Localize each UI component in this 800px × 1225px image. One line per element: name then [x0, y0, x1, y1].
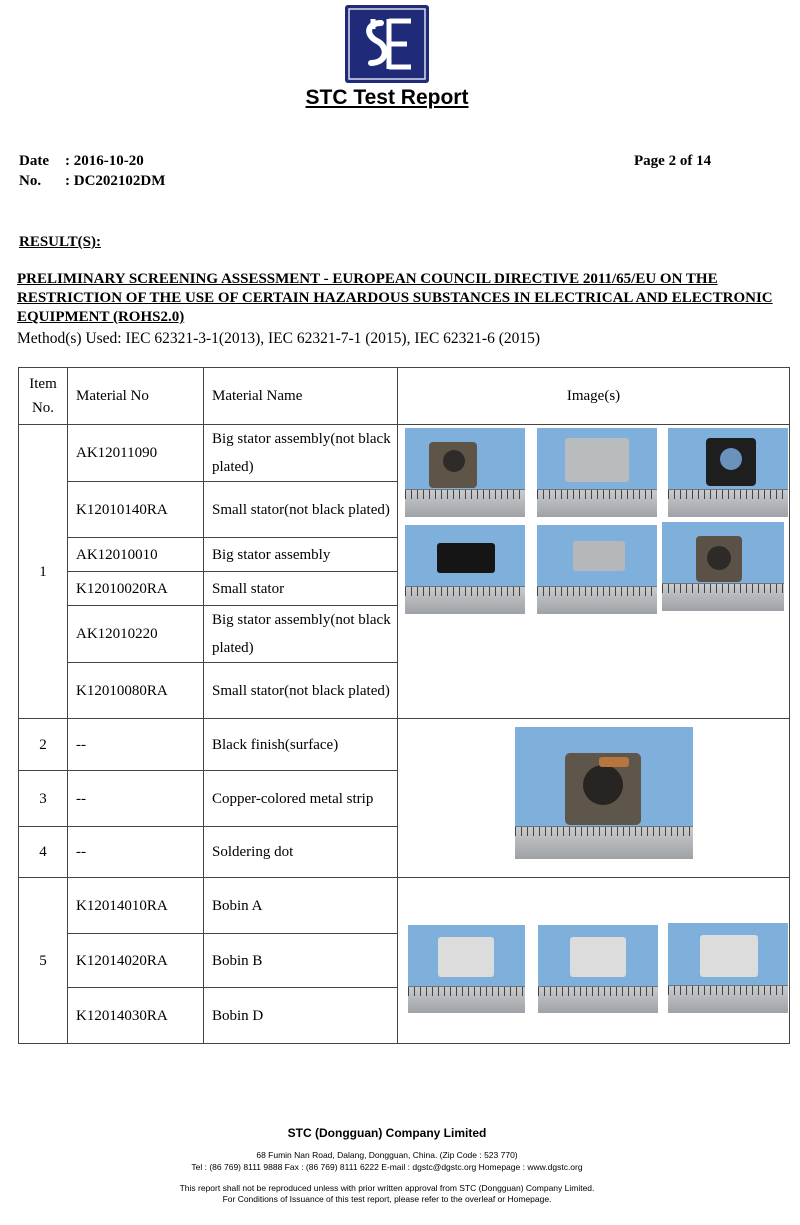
stator-photo	[405, 428, 525, 517]
header-item-no: Item No.	[19, 368, 68, 425]
material-name: Small stator(not black plated)	[204, 663, 398, 719]
methods-used: Method(s) Used: IEC 62321-3-1(2013), IEC 62321-7-1 (2015), IEC 62321-6 (2015)	[17, 330, 541, 347]
page-number: Page 2 of 14	[634, 153, 712, 169]
header-material-no: Material No	[68, 368, 204, 425]
item-number: 5	[19, 878, 68, 1044]
table-header-row	[19, 368, 790, 425]
material-no: --	[68, 827, 204, 878]
material-no: --	[68, 771, 204, 827]
material-name: Small stator(not black plated)	[204, 482, 398, 538]
result-heading: RESULT(S):	[19, 234, 101, 250]
stator-photo	[405, 525, 525, 614]
item-number: 1	[19, 425, 68, 719]
stator-assembly-photo	[515, 727, 693, 859]
material-no: AK12010220	[68, 606, 204, 663]
material-name: Black finish(surface)	[204, 719, 398, 771]
report-no-value: : DC202102DM	[65, 173, 166, 189]
material-no: K12010140RA	[68, 482, 204, 538]
stator-photo	[668, 428, 788, 517]
footer-conditions: For Conditions of Issuance of this test report, please refer to the overleaf or Homepage.	[222, 1194, 552, 1204]
material-no: K12010080RA	[68, 663, 204, 719]
stator-photo	[537, 525, 657, 614]
footer-company: STC (Dongguan) Company Limited	[287, 1126, 487, 1140]
assessment-title: PRELIMINARY SCREENING ASSESSMENT - EUROPEAN COUNCIL DIRECTIVE 2011/65/EU ON THE RESTRICTION OF THE USE OF CERTAIN HAZARDOUS SUBSTANCES IN ELECTRICAL AND ELECTRONIC EQUIPMENT (ROHS2.0)	[17, 271, 773, 325]
item-5-images	[398, 878, 790, 1044]
material-name: Small stator	[204, 572, 398, 606]
material-name: Bobin A	[204, 878, 398, 934]
footer-address: 68 Fumin Nan Road, Dalang, Dongguan, China. (Zip Code : 523 770)	[256, 1150, 518, 1160]
bobbin-photo	[538, 925, 658, 1013]
item-number: 2	[19, 719, 68, 771]
date-label: Date	[19, 153, 49, 169]
bobbin-photo	[408, 925, 525, 1013]
results-table	[18, 367, 790, 1044]
stc-logo	[345, 5, 429, 83]
material-no: AK12011090	[68, 425, 204, 482]
items-2-4-image	[398, 719, 790, 878]
material-name: Big stator assembly(not black plated)	[204, 425, 398, 482]
item-number: 4	[19, 827, 68, 878]
material-name: Soldering dot	[204, 827, 398, 878]
table-row	[19, 878, 790, 934]
table-row	[19, 719, 790, 771]
footer-disclaimer: This report shall not be reproduced unless with prior written approval from STC (Dongguan) Company Limited.	[179, 1183, 595, 1193]
material-name: Bobin D	[204, 988, 398, 1044]
material-name: Big stator assembly(not black plated)	[204, 606, 398, 663]
footer-contact: Tel : (86 769) 8111 9888 Fax : (86 769) 8111 6222 E-mail : dgstc@dgstc.org Homepage : www.dgstc.org	[191, 1162, 583, 1172]
material-no: K12014020RA	[68, 934, 204, 988]
material-name: Copper-colored metal strip	[204, 771, 398, 827]
stc-logo-mark	[345, 5, 429, 83]
material-name: Big stator assembly	[204, 538, 398, 572]
material-name: Bobin B	[204, 934, 398, 988]
material-no: --	[68, 719, 204, 771]
material-no: K12014010RA	[68, 878, 204, 934]
item-number: 3	[19, 771, 68, 827]
table-row	[19, 425, 790, 482]
report-title: STC Test Report	[305, 86, 469, 109]
material-no: K12010020RA	[68, 572, 204, 606]
header-images: Image(s)	[398, 368, 790, 425]
header-material-name: Material Name	[204, 368, 398, 425]
item-1-images	[398, 425, 790, 719]
stator-photo	[662, 522, 784, 611]
material-no: K12014030RA	[68, 988, 204, 1044]
date-value: : 2016-10-20	[65, 153, 144, 169]
stator-photo	[537, 428, 657, 517]
report-no-label: No.	[19, 173, 42, 189]
material-no: AK12010010	[68, 538, 204, 572]
bobbin-photo	[668, 923, 788, 1013]
